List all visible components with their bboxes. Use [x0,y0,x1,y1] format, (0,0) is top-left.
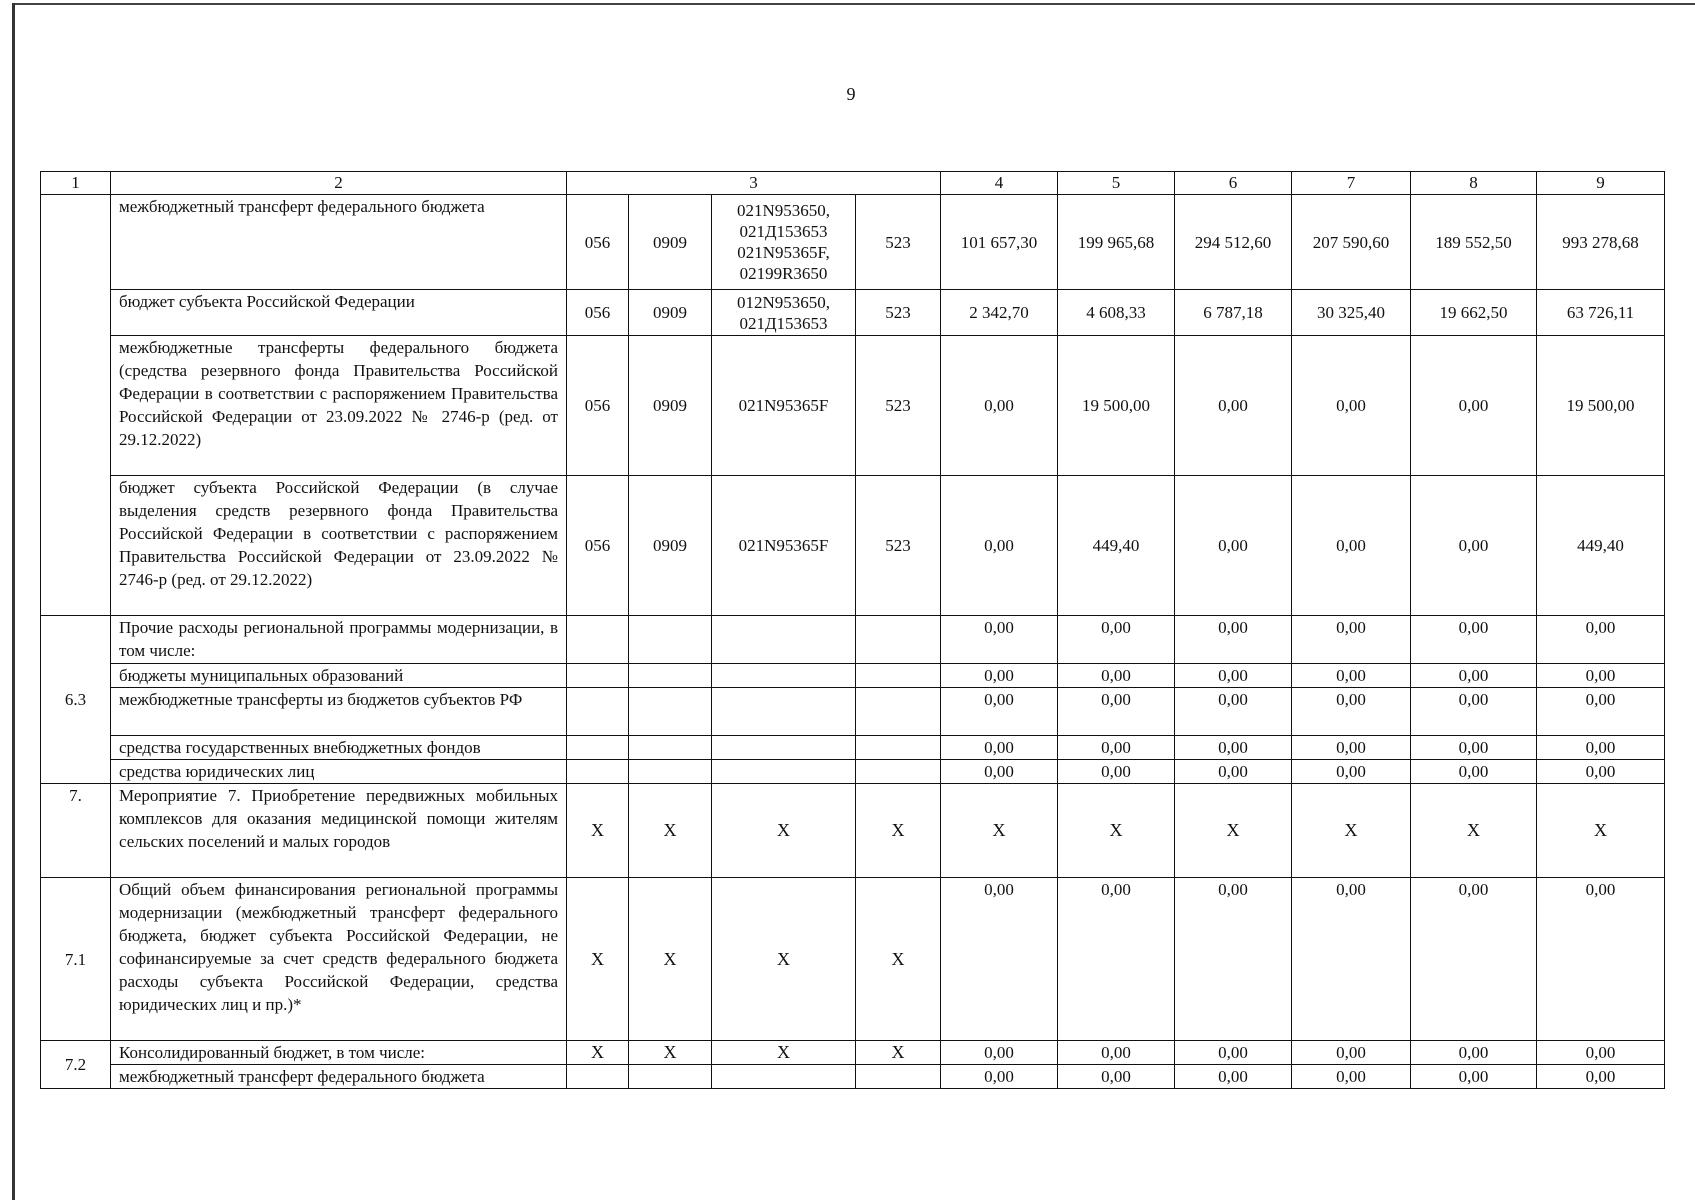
expense-code [856,616,941,664]
value-col-9: 0,00 [1537,1041,1665,1065]
value-col-7: 0,00 [1292,616,1411,664]
gr-code [567,616,629,664]
value-col-9: 993 278,68 [1537,195,1665,290]
value-col-9: 0,00 [1537,736,1665,760]
value-col-6: 0,00 [1175,878,1292,1041]
gr-code: 056 [567,195,629,290]
row-description: межбюджетный трансферт федерального бюджета [111,1065,567,1089]
section-code: 0909 [629,336,712,476]
section-code [629,736,712,760]
value-col-6: 0,00 [1175,1065,1292,1089]
value-col-6: 0,00 [1175,1041,1292,1065]
gr-code [567,736,629,760]
target-code [712,736,856,760]
target-code: Х [712,784,856,878]
row-description: бюджет субъекта Российской Федерации (в случае выделения средств резервного фонда Правительства Российской Федерации в соответствии с распоряжением Правительства Российской Федерации от 23.09.2022 № 2746-р (ред. от 29.12.2022) [111,476,567,616]
value-col-6: 0,00 [1175,616,1292,664]
target-code [712,688,856,736]
target-code: Х [712,878,856,1041]
value-col-8: 0,00 [1411,664,1537,688]
row-description: средства юридических лиц [111,760,567,784]
header-col-8: 8 [1411,172,1537,195]
gr-code [567,688,629,736]
expense-code: 523 [856,336,941,476]
value-col-5: 0,00 [1058,688,1175,736]
value-col-4: 0,00 [941,878,1058,1041]
value-col-5: 0,00 [1058,616,1175,664]
value-col-7: 207 590,60 [1292,195,1411,290]
table-header-row [41,172,1665,195]
row-description: Консолидированный бюджет, в том числе: [111,1041,567,1065]
value-col-9: 0,00 [1537,1065,1665,1089]
target-code [712,616,856,664]
header-col-1: 1 [41,172,111,195]
page-number: 9 [846,84,856,104]
value-col-4: 0,00 [941,688,1058,736]
section-code: Х [629,1041,712,1065]
row-description: Прочие расходы региональной программы модернизации, в том числе: [111,616,567,664]
gr-code: 056 [567,476,629,616]
value-col-7: Х [1292,784,1411,878]
row-description: бюджет субъекта Российской Федерации [111,290,567,336]
target-code [712,1065,856,1089]
value-col-5: 199 965,68 [1058,195,1175,290]
target-code [712,664,856,688]
section-code [629,688,712,736]
gr-code: Х [567,784,629,878]
target-code: 021N953650, 021Д153653 021N95365F, 02199R3650 [712,195,856,290]
header-col-7: 7 [1292,172,1411,195]
row-description: межбюджетные трансферты из бюджетов субъектов РФ [111,688,567,736]
value-col-6: 0,00 [1175,736,1292,760]
target-code: 012N953650, 021Д153653 [712,290,856,336]
expense-code [856,664,941,688]
value-col-8: 0,00 [1411,336,1537,476]
budget-table [40,171,1665,1089]
value-col-4: 0,00 [941,616,1058,664]
target-code: 021N95365F [712,336,856,476]
value-col-6: 0,00 [1175,476,1292,616]
section-code [629,664,712,688]
value-col-6: 294 512,60 [1175,195,1292,290]
value-col-4: 0,00 [941,1041,1058,1065]
value-col-8: 0,00 [1411,1065,1537,1089]
value-col-7: 0,00 [1292,878,1411,1041]
value-col-6: 0,00 [1175,760,1292,784]
expense-code: Х [856,878,941,1041]
value-col-5: Х [1058,784,1175,878]
value-col-8: 0,00 [1411,760,1537,784]
target-code: Х [712,1041,856,1065]
table-row [41,688,1665,736]
value-col-7: 0,00 [1292,336,1411,476]
target-code [712,760,856,784]
value-col-5: 4 608,33 [1058,290,1175,336]
value-col-4: 0,00 [941,336,1058,476]
value-col-5: 0,00 [1058,664,1175,688]
value-col-8: 19 662,50 [1411,290,1537,336]
value-col-6: 0,00 [1175,336,1292,476]
value-col-4: 101 657,30 [941,195,1058,290]
value-col-5: 0,00 [1058,1065,1175,1089]
expense-code [856,688,941,736]
row-number: 7.2 [41,1041,111,1089]
value-col-5: 449,40 [1058,476,1175,616]
value-col-8: 0,00 [1411,736,1537,760]
value-col-7: 0,00 [1292,688,1411,736]
table-row [41,784,1665,878]
value-col-5: 0,00 [1058,736,1175,760]
header-col-4: 4 [941,172,1058,195]
value-col-8: 0,00 [1411,878,1537,1041]
value-col-4: 0,00 [941,1065,1058,1089]
table-row [41,664,1665,688]
table-row [41,1041,1665,1065]
value-col-4: 2 342,70 [941,290,1058,336]
expense-code [856,736,941,760]
row-description: межбюджетный трансферт федерального бюджета [111,195,567,290]
value-col-9: 0,00 [1537,664,1665,688]
gr-code [567,760,629,784]
table-row [41,760,1665,784]
value-col-5: 0,00 [1058,760,1175,784]
value-col-8: Х [1411,784,1537,878]
value-col-9: 0,00 [1537,878,1665,1041]
value-col-4: 0,00 [941,664,1058,688]
section-code: Х [629,878,712,1041]
section-code: 0909 [629,290,712,336]
expense-code: 523 [856,290,941,336]
header-col-5: 5 [1058,172,1175,195]
row-description: Общий объем финансирования региональной программы модернизации (межбюджетный трансферт федерального бюджета, бюджет субъекта Российской Федерации, не софинансируемые за счет средств федерального бюджета расходы субъекта Российской Федерации, средства юридических лиц и пр.)* [111,878,567,1041]
section-code [629,1065,712,1089]
table-row [41,878,1665,1041]
value-col-7: 0,00 [1292,760,1411,784]
expense-code: 523 [856,195,941,290]
table-row [41,476,1665,616]
value-col-7: 30 325,40 [1292,290,1411,336]
gr-code [567,664,629,688]
row-description: средства государственных внебюджетных фондов [111,736,567,760]
row-number-cell [41,195,111,616]
table-row [41,616,1665,664]
expense-code: Х [856,784,941,878]
scan-top-edge [12,3,1695,5]
value-col-6: 0,00 [1175,664,1292,688]
target-code: 021N95365F [712,476,856,616]
table-row [41,1065,1665,1089]
section-code [629,616,712,664]
section-code: 0909 [629,195,712,290]
value-col-7: 0,00 [1292,1041,1411,1065]
value-col-9: 449,40 [1537,476,1665,616]
value-col-4: 0,00 [941,736,1058,760]
expense-code [856,760,941,784]
value-col-9: Х [1537,784,1665,878]
scan-left-edge [12,3,15,1200]
value-col-9: 0,00 [1537,688,1665,736]
value-col-8: 0,00 [1411,476,1537,616]
value-col-7: 0,00 [1292,736,1411,760]
value-col-9: 0,00 [1537,616,1665,664]
value-col-7: 0,00 [1292,664,1411,688]
value-col-4: 0,00 [941,476,1058,616]
gr-code [567,1065,629,1089]
value-col-5: 0,00 [1058,878,1175,1041]
gr-code: 056 [567,336,629,476]
value-col-4: Х [941,784,1058,878]
header-col-2: 2 [111,172,567,195]
expense-code: 523 [856,476,941,616]
value-col-9: 63 726,11 [1537,290,1665,336]
gr-code: Х [567,1041,629,1065]
expense-code [856,1065,941,1089]
row-number: 6.3 [41,616,111,784]
section-code: 0909 [629,476,712,616]
value-col-7: 0,00 [1292,476,1411,616]
value-col-6: Х [1175,784,1292,878]
value-col-9: 0,00 [1537,760,1665,784]
table-row [41,736,1665,760]
header-col-9: 9 [1537,172,1665,195]
value-col-8: 0,00 [1411,688,1537,736]
value-col-7: 0,00 [1292,1065,1411,1089]
value-col-8: 189 552,50 [1411,195,1537,290]
value-col-6: 6 787,18 [1175,290,1292,336]
section-code [629,760,712,784]
value-col-5: 0,00 [1058,1041,1175,1065]
row-number: 7. [41,784,111,878]
value-col-4: 0,00 [941,760,1058,784]
value-col-9: 19 500,00 [1537,336,1665,476]
row-description: Мероприятие 7. Приобретение передвижных мобильных комплексов для оказания медицинской помощи жителям сельских поселений и малых городов [111,784,567,878]
expense-code: Х [856,1041,941,1065]
table-row [41,290,1665,336]
gr-code: Х [567,878,629,1041]
row-number: 7.1 [41,878,111,1041]
table-row [41,195,1665,290]
table-row [41,336,1665,476]
row-description: бюджеты муниципальных образований [111,664,567,688]
section-code: Х [629,784,712,878]
row-description: межбюджетные трансферты федерального бюджета (средства резервного фонда Правительства Российской Федерации в соответствии с распоряжением Правительства Российской Федерации от 23.09.2022 № 2746-р (ред. от 29.12.2022) [111,336,567,476]
value-col-5: 19 500,00 [1058,336,1175,476]
value-col-8: 0,00 [1411,1041,1537,1065]
header-col-3: 3 [567,172,941,195]
gr-code: 056 [567,290,629,336]
value-col-6: 0,00 [1175,688,1292,736]
value-col-8: 0,00 [1411,616,1537,664]
header-col-6: 6 [1175,172,1292,195]
